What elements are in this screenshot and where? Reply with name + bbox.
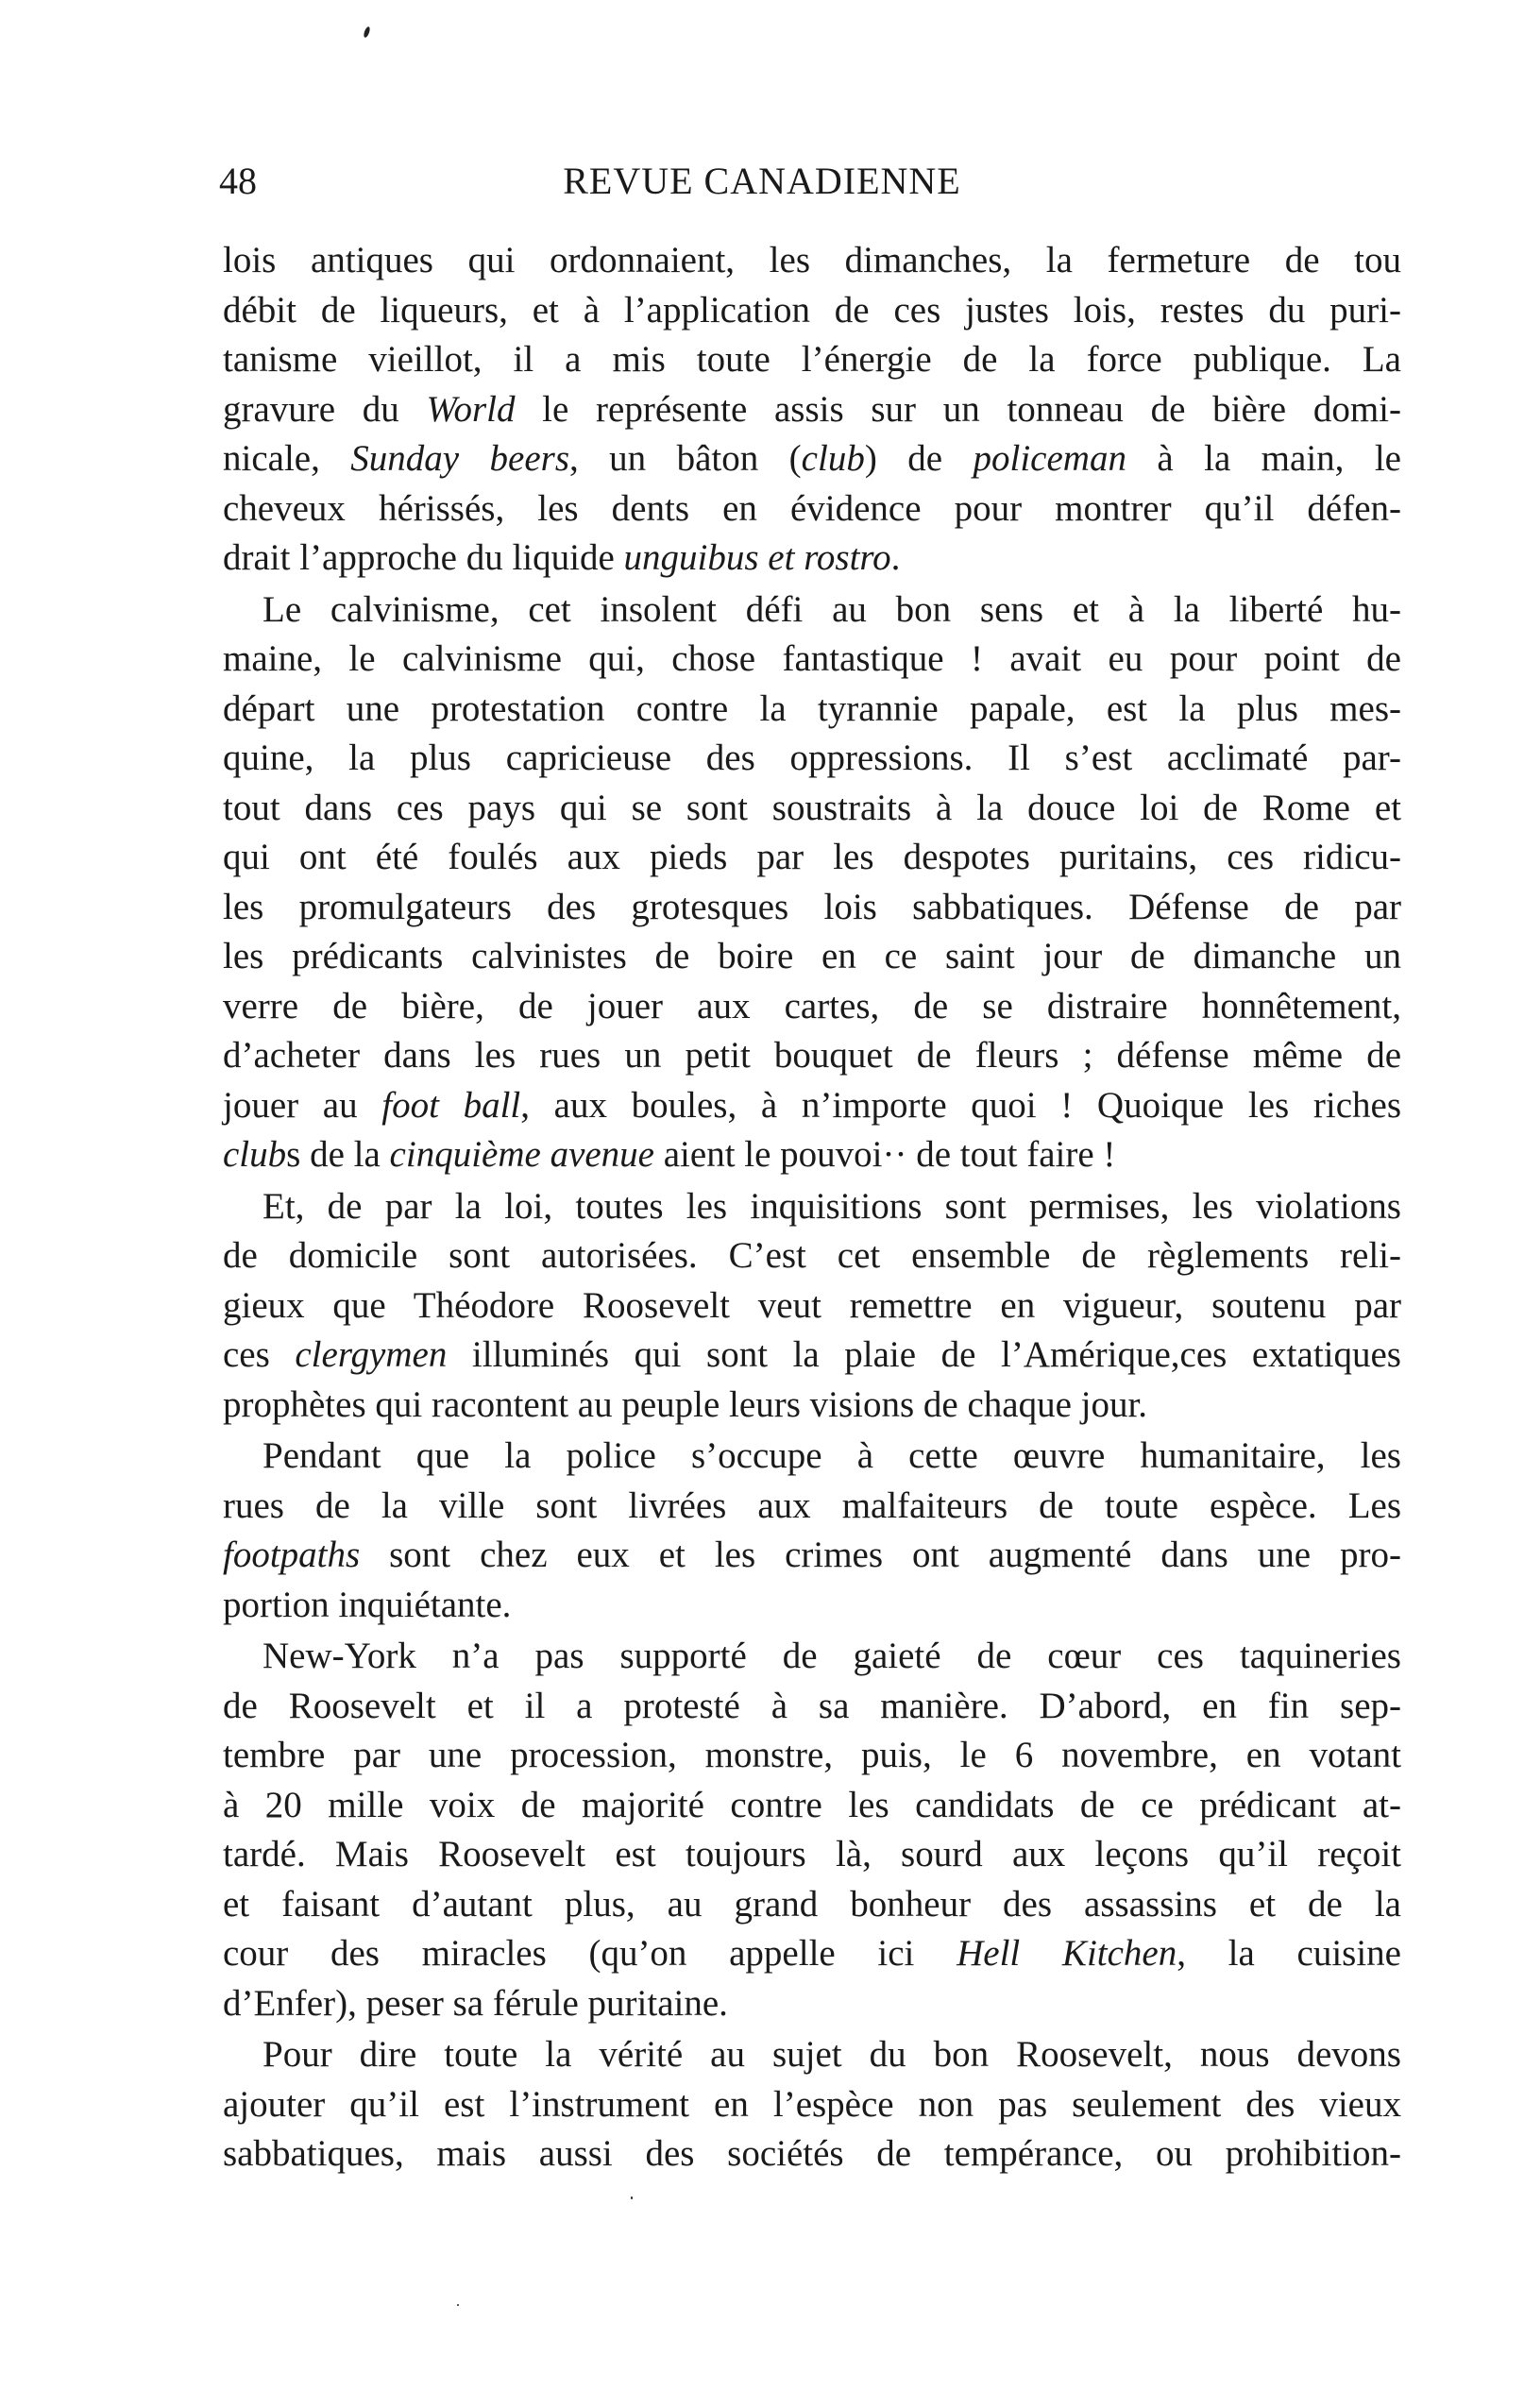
text-line: Le calvinisme, cet insolent défi au bon sens et à la liberté hu- (262, 588, 1401, 630)
running-title: REVUE CANADIENNE (563, 160, 961, 202)
text-line: Pour dire toute la vérité au sujet du bon Roosevelt, nous devons (262, 2034, 1401, 2075)
text-line: les prédicants calvinistes de boire en ce saint jour de dimanche un (223, 936, 1401, 976)
text-line: quine, la plus capricieuse des oppressions. Il s’est acclimaté par- (223, 738, 1401, 778)
text-line: lois antiques qui ordonnaient, les dimanches, la fermeture de tou (223, 240, 1401, 280)
text-line: prophètes qui racontent au peuple leurs visions de chaque jour. (223, 1383, 1148, 1425)
text-line: tembre par une procession, monstre, puis, le 6 novembre, en votant (223, 1735, 1401, 1775)
text-line: et faisant d’autant plus, au grand bonheur des assassins et de la (223, 1883, 1401, 1925)
text-line: Pendant que la police s’occupe à cette œuvre humanitaire, les (262, 1435, 1401, 1476)
text-line: nicale, Sunday beers, un bâton (club) de policeman à la main, le (223, 438, 1401, 479)
body-text (223, 236, 1401, 2179)
text-line: rues de la ville sont livrées aux malfaiteurs de toute espèce. Les (223, 1484, 1401, 1526)
text-line: ces clergymen illuminés qui sont la plaie de l’Amérique,ces extatiques (223, 1334, 1401, 1375)
text-line: tardé. Mais Roosevelt est toujours là, sourd aux leçons qu’il reçoit (223, 1834, 1401, 1874)
text-line: footpaths sont chez eux et les crimes ont augmenté dans une pro- (223, 1535, 1401, 1575)
ink-speck (457, 2304, 459, 2306)
text-line: gravure du World le représente assis sur un tonneau de bière domi- (223, 388, 1401, 430)
page-number: 48 (219, 160, 257, 202)
text-line: clubs de la cinquième avenue aient le pouvoi·· de tout faire ! (223, 1134, 1116, 1175)
text-line: portion inquiétante. (223, 1584, 512, 1625)
text-line: drait l’approche du liquide unguibus et rostro. (223, 537, 901, 578)
text-line: d’Enfer), peser sa férule puritaine. (223, 1982, 728, 2024)
text-line: de Roosevelt et il a protesté à sa manière. D’abord, en fin sep- (223, 1685, 1401, 1726)
text-line: maine, le calvinisme qui, chose fantastique ! avait eu pour point de (223, 638, 1401, 679)
text-line: gieux que Théodore Roosevelt veut remettre en vigueur, soutenu par (223, 1284, 1401, 1326)
text-line: jouer au foot ball, aux boules, à n’importe quoi ! Quoique les riches (223, 1084, 1401, 1126)
ink-speck (363, 26, 371, 39)
text-line: New-York n’a pas supporté de gaieté de cœur ces taquineries (262, 1636, 1401, 1676)
text-line: débit de liqueurs, et à l’application de ces justes lois, restes du puri- (223, 289, 1401, 331)
text-line: tanisme vieillot, il a mis toute l’énergie de la force publique. La (223, 339, 1401, 380)
text-line: sabbatiques, mais aussi des sociétés de tempérance, ou prohibition- (223, 2133, 1401, 2174)
text-line: tout dans ces pays qui se sont soustraits à la douce loi de Rome et (223, 787, 1401, 828)
text-line: les promulgateurs des grotesques lois sabbatiques. Défense de par (223, 886, 1401, 927)
text-line: d’acheter dans les rues un petit bouquet de fleurs ; défense même de (223, 1035, 1401, 1076)
text-line: ajouter qu’il est l’instrument en l’espèce non pas seulement des vieux (223, 2083, 1401, 2125)
text-line: qui ont été foulés aux pieds par les despotes puritains, ces ridicu- (223, 837, 1401, 877)
text-line: Et, de par la loi, toutes les inquisitions sont permises, les violations (262, 1185, 1401, 1227)
ink-speck (631, 2196, 633, 2199)
text-line: cheveux hérissés, les dents en évidence pour montrer qu’il défen- (223, 487, 1401, 529)
text-line: verre de bière, de jouer aux cartes, de se distraire honnêtement, (223, 985, 1401, 1026)
text-line: de domicile sont autorisées. C’est cet ensemble de règlements reli- (223, 1235, 1401, 1276)
text-line: à 20 mille voix de majorité contre les candidats de ce prédicant at- (223, 1784, 1401, 1825)
text-line: cour des miracles (qu’on appelle ici Hell Kitchen, la cuisine (223, 1933, 1401, 1974)
text-line: départ une protestation contre la tyrannie papale, est la plus mes- (223, 687, 1401, 729)
